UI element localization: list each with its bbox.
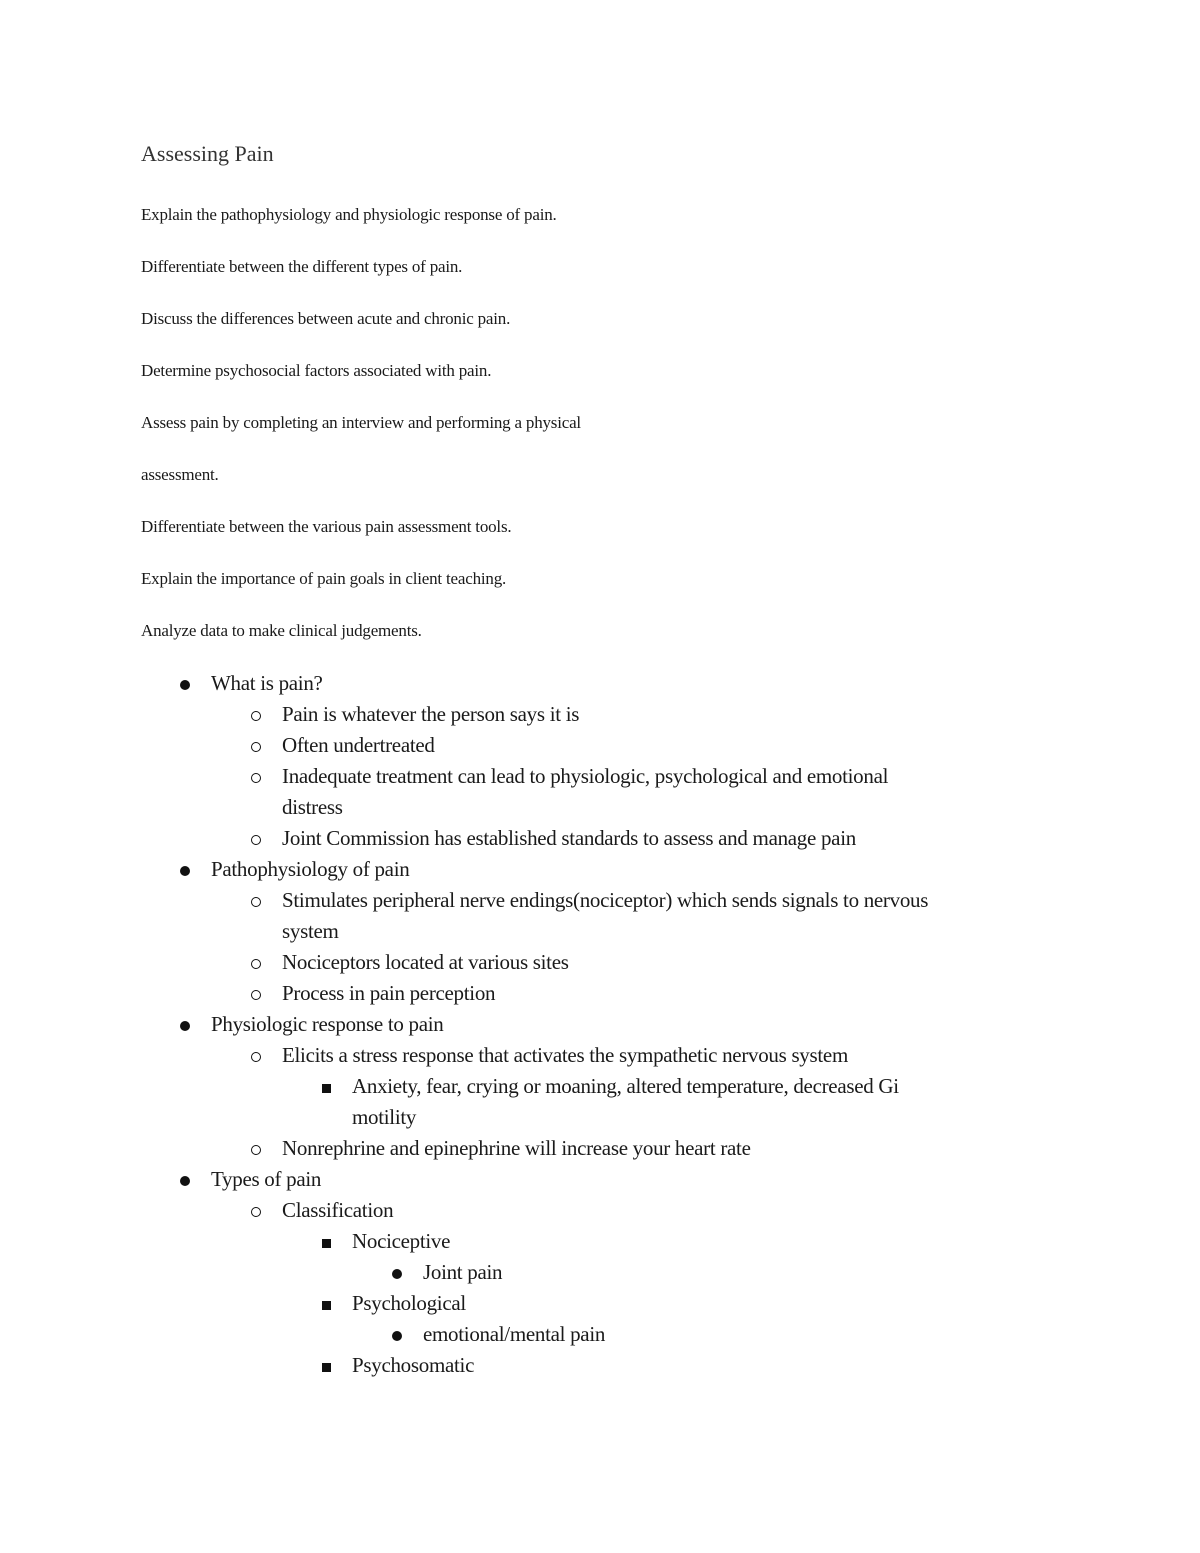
hollow-bullet-icon [246,761,266,792]
outline-item-text: Anxiety, fear, crying or moaning, altered temperature, decreased Gi [352,1074,899,1098]
outline-item-text: Joint Commission has established standards to assess and manage pain [282,826,856,850]
notes-outline [0,668,1200,1381]
hollow-bullet-icon [246,1040,266,1071]
outline-item [0,699,1200,730]
filled-bullet-icon [175,1164,195,1195]
square-bullet-icon [317,1288,337,1319]
outline-item-text: emotional/mental pain [423,1322,606,1346]
outline-item [0,730,1200,761]
outline-item-text: Psychological [352,1291,466,1315]
outline-item-text: system [282,919,339,943]
outline-item-continuation [0,1102,1200,1133]
filled-bullet-icon [175,1009,195,1040]
outline-item-text: Stimulates peripheral nerve endings(nociceptor) which sends signals to nervous [282,888,929,912]
outline-item-text: What is pain? [211,671,323,695]
outline-item-text: Nociceptive [352,1229,451,1253]
outline-item [0,1133,1200,1164]
filled-bullet-icon [387,1319,407,1350]
outline-item-text: Process in pain perception [282,981,496,1005]
hollow-bullet-icon [246,730,266,761]
outline-item [0,978,1200,1009]
outline-item [0,1071,1200,1102]
outline-item [0,1319,1200,1350]
outline-item-text: Joint pain [423,1260,503,1284]
objective-item: Analyze data to make clinical judgements. [141,621,422,640]
objective-item: assessment. [141,465,219,484]
outline-item-continuation [0,792,1200,823]
outline-item-text: motility [352,1105,417,1129]
objective-item: Explain the importance of pain goals in client teaching. [141,569,507,588]
outline-item-text: Inadequate treatment can lead to physiologic, psychological and emotional [282,764,889,788]
outline-item [0,885,1200,916]
outline-item [0,1226,1200,1257]
hollow-bullet-icon [246,947,266,978]
objective-item: Explain the pathophysiology and physiologic response of pain. [141,205,557,224]
hollow-bullet-icon [246,699,266,730]
outline-item [0,1195,1200,1226]
outline-item-text: Psychosomatic [352,1353,475,1377]
outline-item [0,761,1200,792]
outline-item [0,823,1200,854]
hollow-bullet-icon [246,978,266,1009]
outline-item [0,1350,1200,1381]
outline-item [0,1040,1200,1071]
objective-item: Differentiate between the various pain assessment tools. [141,517,512,536]
outline-item-text: Nociceptors located at various sites [282,950,569,974]
outline-item-text: Pathophysiology of pain [211,857,410,881]
outline-item [0,1257,1200,1288]
square-bullet-icon [317,1350,337,1381]
outline-item-text: Nonrephrine and epinephrine will increase your heart rate [282,1136,751,1160]
outline-item [0,1164,1200,1195]
outline-item [0,668,1200,699]
objective-item: Determine psychosocial factors associated with pain. [141,361,492,380]
objective-item: Discuss the differences between acute and chronic pain. [141,309,511,328]
filled-bullet-icon [387,1257,407,1288]
filled-bullet-icon [175,854,195,885]
objective-item: Assess pain by completing an interview and performing a physical [141,413,581,432]
outline-item [0,947,1200,978]
outline-item [0,1009,1200,1040]
outline-item [0,1288,1200,1319]
learning-objectives [141,202,1041,670]
outline-item [0,854,1200,885]
outline-item-text: Classification [282,1198,394,1222]
outline-item-text: Often undertreated [282,733,435,757]
hollow-bullet-icon [246,1195,266,1226]
outline-item-text: Elicits a stress response that activates the sympathetic nervous system [282,1043,848,1067]
outline-item-text: Types of pain [211,1167,322,1191]
outline-item-text: Pain is whatever the person says it is [282,702,580,726]
hollow-bullet-icon [246,1133,266,1164]
outline-item-text: distress [282,795,343,819]
hollow-bullet-icon [246,823,266,854]
square-bullet-icon [317,1226,337,1257]
filled-bullet-icon [175,668,195,699]
document-title: Assessing Pain [141,141,274,166]
outline-item-continuation [0,916,1200,947]
outline-item-text: Physiologic response to pain [211,1012,444,1036]
hollow-bullet-icon [246,885,266,916]
square-bullet-icon [317,1071,337,1102]
objective-item: Differentiate between the different types of pain. [141,257,463,276]
